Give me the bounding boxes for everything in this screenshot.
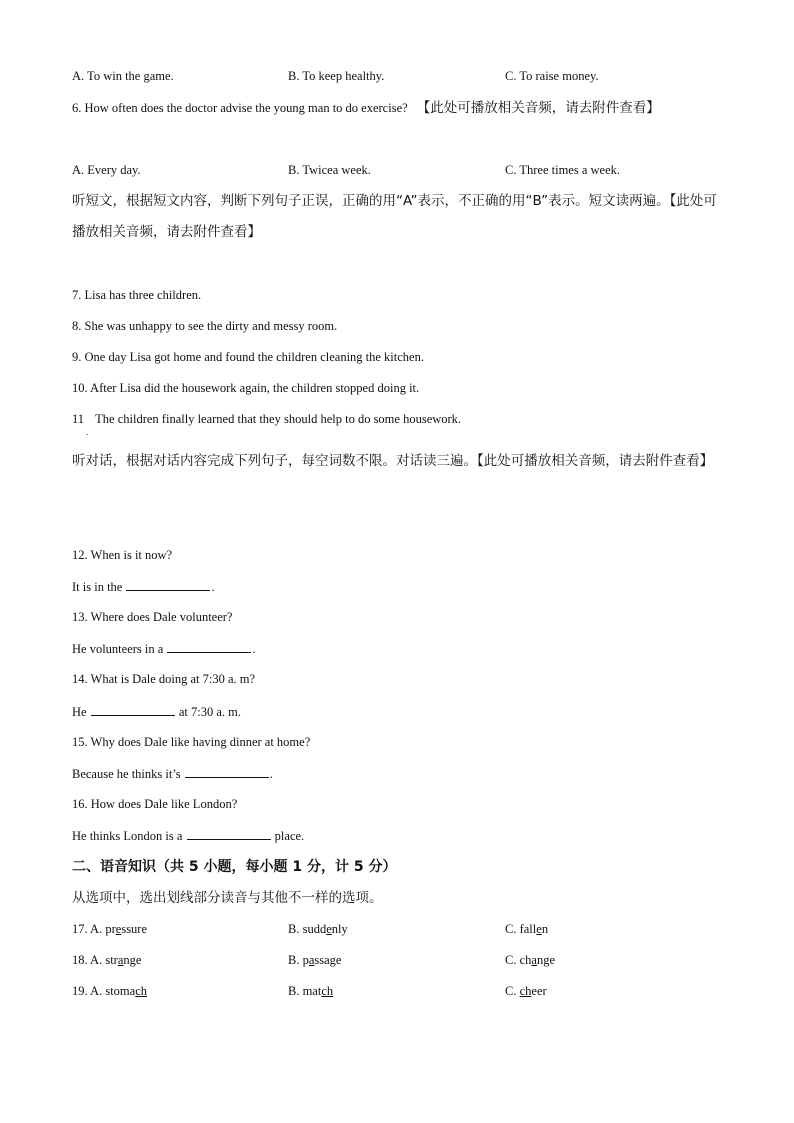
q17-option-b — [288, 921, 348, 937]
q5-option-b: B. To keep healthy. — [288, 69, 385, 83]
q19-c-pre: C. — [505, 984, 520, 998]
answer-16 — [72, 827, 304, 844]
q17-c-underlined: e — [536, 922, 542, 936]
question-8: 8. She was unhappy to see the dirty and messy room. — [72, 319, 338, 333]
q18-option-b — [288, 952, 341, 968]
q18-b-post: ssage — [314, 953, 342, 967]
question-13: 13. Where does Dale volunteer? — [72, 610, 233, 624]
q5-option-c: C. To raise money. — [505, 69, 599, 83]
answer-16-suffix: place. — [274, 829, 305, 843]
answer-12-prefix: It is in the — [72, 580, 123, 594]
q17-b-underlined: e — [326, 922, 332, 936]
question-11-text: The children finally learned that they should help to do some housework. — [95, 412, 462, 426]
q19-a-underlined: ch — [135, 984, 148, 998]
part2-instruction: 从选项中，选出划线部分读音与其他不一样的选项。 — [72, 890, 383, 906]
answer-15-suffix: . — [269, 767, 273, 781]
section-dialogue-instruction: 听对话，根据对话内容完成下列句子，每空词数不限。对话读三遍。【此处可播放相关音频，请去附件查看】 — [72, 453, 714, 469]
answer-blank[interactable] — [126, 578, 210, 591]
q6-option-a: A. Every day. — [72, 163, 141, 177]
section-passage-instruction: 听短文，根据短文内容，判断下列句子正误，正确的用“A”表示，不正确的用“B”表示。短文读两遍。【此处可播放相关音频，请去附件查看】 — [72, 193, 717, 240]
q19-option-b — [288, 983, 333, 999]
q18-option-a — [72, 952, 141, 968]
q19-option-a — [72, 983, 147, 999]
q18-number: 18. A. — [72, 953, 106, 967]
q17-c-pre: C. fall — [505, 922, 537, 936]
answer-blank[interactable] — [91, 703, 175, 716]
answer-blank[interactable] — [187, 827, 271, 840]
q19-c-post: eer — [531, 984, 547, 998]
question-10: 10. After Lisa did the housework again, the children stopped doing it. — [72, 381, 420, 395]
answer-12 — [72, 578, 215, 595]
q17-b-pre: B. sudd — [288, 922, 327, 936]
answer-13-suffix: . — [252, 642, 256, 656]
q6-option-b: B. Twicea week. — [288, 163, 371, 177]
q17-b-post: nly — [331, 922, 348, 936]
question-6 — [72, 100, 660, 116]
answer-12-suffix: . — [211, 580, 215, 594]
question-9: 9. One day Lisa got home and found the children cleaning the kitchen. — [72, 350, 424, 364]
q17-option-c — [505, 921, 548, 937]
q19-a-pre: stoma — [105, 984, 136, 998]
answer-14-suffix: at 7:30 a. m. — [178, 705, 241, 719]
question-15: 15. Why does Dale like having dinner at home? — [72, 735, 311, 749]
question-7: 7. Lisa has three children. — [72, 288, 202, 302]
question-16: 16. How does Dale like London? — [72, 797, 238, 811]
q17-a-post: ssure — [121, 922, 148, 936]
audio-note: 【此处可播放相关音频，请去附件查看】 — [416, 100, 660, 116]
q18-c-post: nge — [536, 953, 556, 967]
q18-b-underlined: a — [308, 953, 315, 967]
question-11-number: 11 — [72, 412, 85, 426]
question-6-text: 6. How often does the doctor advise the young man to do exercise? — [72, 101, 408, 115]
answer-14-prefix: He — [72, 705, 87, 719]
q19-option-c — [505, 983, 547, 999]
q18-option-c — [505, 952, 555, 968]
answer-13-prefix: He volunteers in a — [72, 642, 164, 656]
q18-a-underlined: a — [117, 953, 124, 967]
q19-b-pre: B. mat — [288, 984, 322, 998]
q17-number: 17. A. — [72, 922, 106, 936]
answer-14 — [72, 703, 241, 720]
q18-c-pre: C. ch — [505, 953, 532, 967]
q18-c-underlined: a — [531, 953, 537, 967]
q19-c-underlined: ch — [519, 984, 532, 998]
q19-b-underlined: ch — [321, 984, 334, 998]
q17-option-a — [72, 921, 147, 937]
question-11 — [72, 411, 461, 427]
answer-blank[interactable] — [167, 640, 251, 653]
q18-a-post: nge — [123, 953, 142, 967]
answer-16-prefix: He thinks London is a — [72, 829, 183, 843]
answer-13 — [72, 640, 256, 657]
answer-15 — [72, 765, 273, 782]
answer-blank[interactable] — [185, 765, 269, 778]
question-12: 12. When is it now? — [72, 548, 173, 562]
q17-c-post: n — [541, 922, 549, 936]
question-11-dot: . — [86, 427, 89, 437]
q17-a-pre: pr — [105, 922, 116, 936]
answer-15-prefix: Because he thinks it’s — [72, 767, 181, 781]
q17-a-underlined: e — [115, 922, 122, 936]
q5-option-a: A. To win the game. — [72, 69, 174, 83]
q6-option-c: C. Three times a week. — [505, 163, 621, 177]
q19-number: 19. A. — [72, 984, 106, 998]
question-14: 14. What is Dale doing at 7:30 a. m? — [72, 672, 256, 686]
part2-heading: 二、语音知识（共 5 小题，每小题 1 分，计 5 分） — [72, 859, 397, 875]
q18-a-pre: str — [105, 953, 118, 967]
q18-b-pre: B. p — [288, 953, 309, 967]
